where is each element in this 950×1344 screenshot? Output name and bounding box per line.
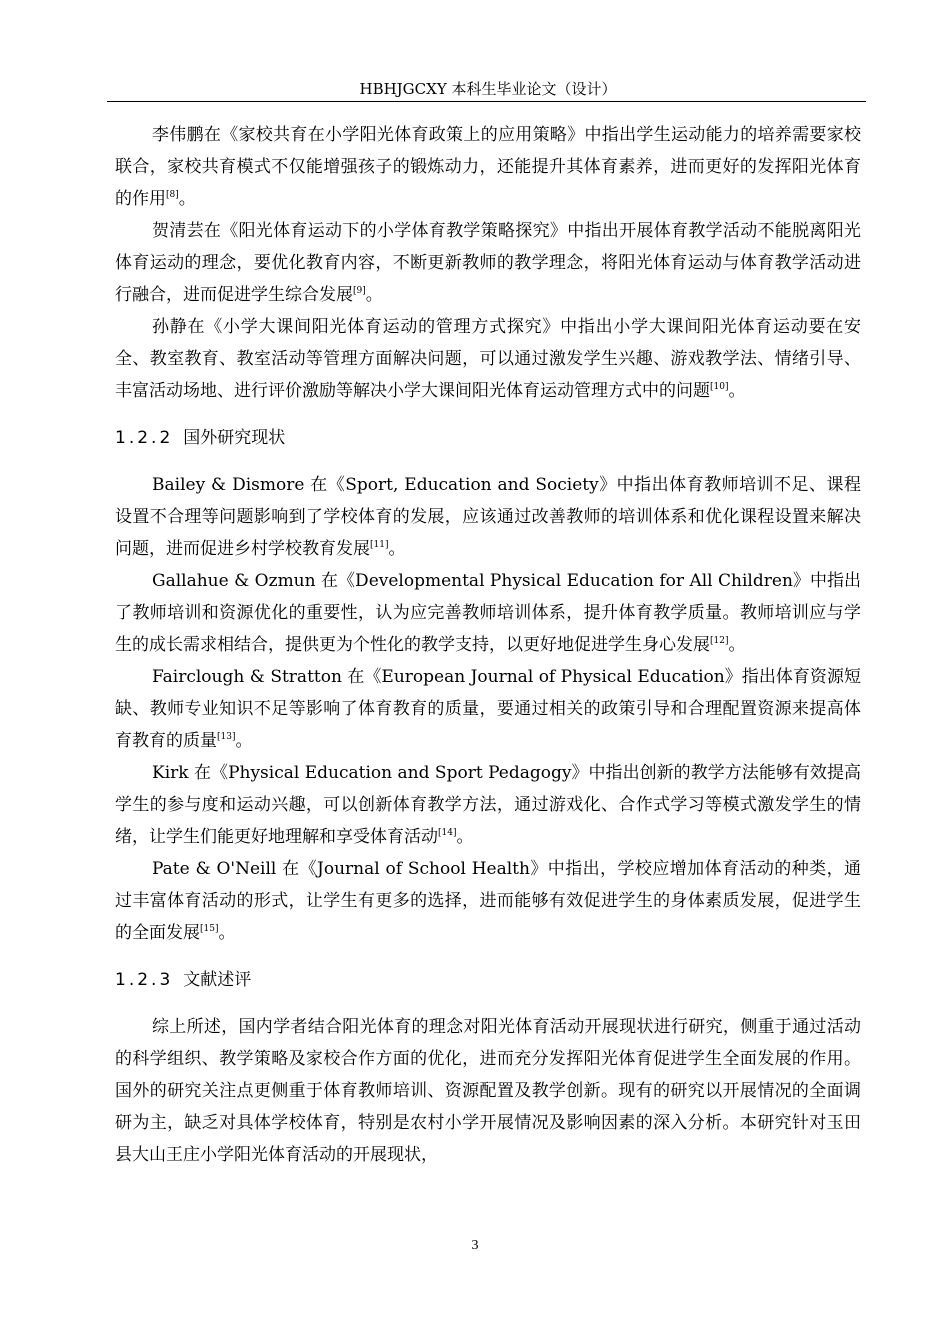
citation-ref: [13] — [217, 732, 236, 742]
paragraph-fairclough-stratton: Fairclough & Stratton 在《European Journal of Physical Education》指出体育资源短缺、教师专业知识不足等影响了体育教育的质量，要通过相关的政策引导和合理配置资源来提高体育教育的质量[13]。 — [115, 667, 861, 751]
section-number: 1.2.2 — [115, 428, 174, 448]
paragraph-literature-review: 综上所述，国内学者结合阳光体育的理念对阳光体育活动开展现状进行研究，侧重于通过活动的科学组织、教学策略及家校合作方面的优化，进而充分发挥阳光体育促进学生全面发展的作用。国外的研究关注点更侧重于体育教师培训、资源配置及教学创新。现有的研究以开展情况的全面调研为主，缺乏对具体学校体育，特别是农村小学开展情况及影响因素的深入分析。本研究针对玉田县大山王庄小学阳光体育活动的开展现状， — [115, 1017, 861, 1165]
citation-ref: [9] — [353, 286, 366, 296]
section-title: 国外研究现状 — [183, 428, 286, 448]
paragraph-pate-oneill: Pate & O'Neill 在《Journal of School Health》中指出，学校应增加体育活动的种类，通过丰富体育活动的形式，让学生有更多的选择，进而能够有效促进学生的身体素质发展，促进学生的全面发展[15]。 — [115, 859, 861, 943]
header-divider — [107, 101, 866, 102]
section-heading-1-2-3 — [115, 964, 861, 996]
citation-ref: [12] — [710, 636, 729, 646]
citation-ref: [10] — [710, 382, 729, 392]
paragraph-gallahue-ozmun: Gallahue & Ozmun 在《Developmental Physical Education for All Children》中指出了教师培训和资源优化的重要性，认为应完善教师培训体系，提升体育教学质量。教师培训应与学生的成长需求相结合，提供更为个性化的教学支持，以更好地促进学生身心发展[12]。 — [115, 571, 861, 655]
section-title: 文献述评 — [183, 970, 252, 990]
paragraph-sun-jing: 孙静在《小学大课间阳光体育运动的管理方式探究》中指出小学大课间阳光体育运动要在安全、教室教育、教室活动等管理方面解决问题，可以通过激发学生兴趣、游戏教学法、情绪引导、丰富活动场地、进行评价激励等解决小学大课间阳光体育运动管理方式中的问题[10]。 — [115, 317, 861, 401]
page-header: HBHJGCXY 本科生毕业论文（设计） — [359, 80, 617, 98]
citation-ref: [11] — [370, 540, 389, 550]
citation-ref: [14] — [438, 828, 457, 838]
section-heading-1-2-2 — [115, 422, 861, 454]
page-number: 3 — [471, 1238, 479, 1253]
body-text — [115, 119, 861, 1171]
paragraph-li-weipeng: 李伟鹏在《家校共育在小学阳光体育政策上的应用策略》中指出学生运动能力的培养需要家校联合，家校共育模式不仅能增强孩子的锻炼动力，还能提升其体育素养，进而更好的发挥阳光体育的作用[8]。 — [115, 125, 861, 209]
paragraph-kirk: Kirk 在《Physical Education and Sport Pedagogy》中指出创新的教学方法能够有效提高学生的参与度和运动兴趣，可以创新体育教学方法，通过游戏化、合作式学习等模式激发学生的情绪，让学生们能更好地理解和享受体育活动[14]。 — [115, 763, 861, 847]
citation-ref: [8] — [166, 190, 179, 200]
paragraph-bailey-dismore: Bailey & Dismore 在《Sport, Education and Society》中指出体育教师培训不足、课程设置不合理等问题影响到了学校体育的发展，应该通过改善教师的培训体系和优化课程设置来解决问题，进而促进乡村学校教育发展[11]。 — [115, 475, 861, 559]
citation-ref: [15] — [200, 924, 219, 934]
section-number: 1.2.3 — [115, 970, 174, 990]
paragraph-he-qingyun: 贺清芸在《阳光体育运动下的小学体育教学策略探究》中指出开展体育教学活动不能脱离阳光体育运动的理念，要优化教育内容，不断更新教师的教学理念，将阳光体育运动与体育教学活动进行融合，进而促进学生综合发展[9]。 — [115, 221, 861, 305]
